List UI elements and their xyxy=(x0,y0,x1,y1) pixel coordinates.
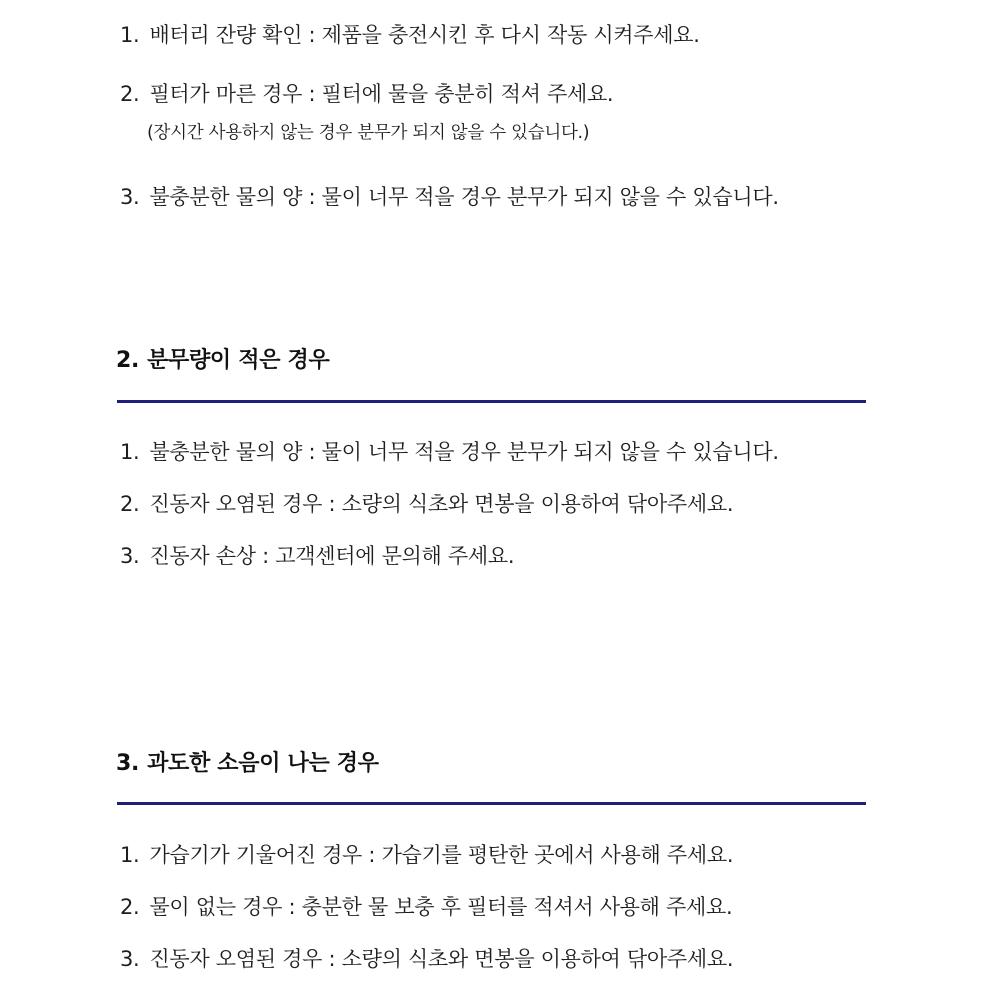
s1-item-2 xyxy=(120,80,613,108)
s1-item-2-number: 2. xyxy=(120,82,140,106)
s3-item-3-text: 진동자 오염된 경우 : 소량의 식초와 면봉을 이용하여 닦아주세요. xyxy=(149,947,734,971)
s3-item-1 xyxy=(120,841,733,869)
s1-item-2-note: (장시간 사용하지 않는 경우 분무가 되지 않을 수 있습니다.) xyxy=(147,123,590,143)
section-2-number: 2. xyxy=(116,348,140,373)
s1-item-2-text: 필터가 마른 경우 : 필터에 물을 충분히 적셔 주세요. xyxy=(149,82,614,106)
s2-item-3-number: 3. xyxy=(120,544,140,568)
section-3-number: 3. xyxy=(116,751,140,776)
s3-item-2-number: 2. xyxy=(120,895,140,919)
s1-item-3-text: 불충분한 물의 양 : 물이 너무 적을 경우 분무가 되지 않을 수 있습니다. xyxy=(149,185,779,209)
s2-item-2-number: 2. xyxy=(120,492,140,516)
s3-item-2-text: 물이 없는 경우 : 충분한 물 보충 후 필터를 적셔서 사용해 주세요. xyxy=(149,895,733,919)
s3-item-2 xyxy=(120,893,732,921)
s2-item-1-number: 1. xyxy=(120,440,140,464)
section-3-title: 과도한 소음이 나는 경우 xyxy=(147,751,379,776)
s3-item-1-number: 1. xyxy=(120,843,140,867)
s2-item-1 xyxy=(120,438,779,466)
s3-item-3 xyxy=(120,945,733,973)
s2-item-2 xyxy=(120,490,733,518)
s2-item-1-text: 불충분한 물의 양 : 물이 너무 적을 경우 분무가 되지 않을 수 있습니다. xyxy=(149,440,779,464)
section-2-divider xyxy=(117,400,866,403)
s1-item-1-text: 배터리 잔량 확인 : 제품을 충전시킨 후 다시 작동 시켜주세요. xyxy=(149,23,700,47)
s3-item-3-number: 3. xyxy=(120,947,140,971)
s2-item-2-text: 진동자 오염된 경우 : 소량의 식초와 면봉을 이용하여 닦아주세요. xyxy=(149,492,734,516)
section-3-divider xyxy=(117,802,866,805)
s1-item-3 xyxy=(120,183,779,211)
section-3-heading xyxy=(116,749,379,779)
section-2-heading xyxy=(116,346,329,376)
s2-item-3 xyxy=(120,542,514,570)
s1-item-3-number: 3. xyxy=(120,185,140,209)
s1-item-1 xyxy=(120,21,700,49)
s1-item-1-number: 1. xyxy=(120,23,140,47)
s2-item-3-text: 진동자 손상 : 고객센터에 문의해 주세요. xyxy=(149,544,515,568)
section-2-title: 분무량이 적은 경우 xyxy=(147,348,330,373)
s3-item-1-text: 가습기가 기울어진 경우 : 가습기를 평탄한 곳에서 사용해 주세요. xyxy=(149,843,734,867)
